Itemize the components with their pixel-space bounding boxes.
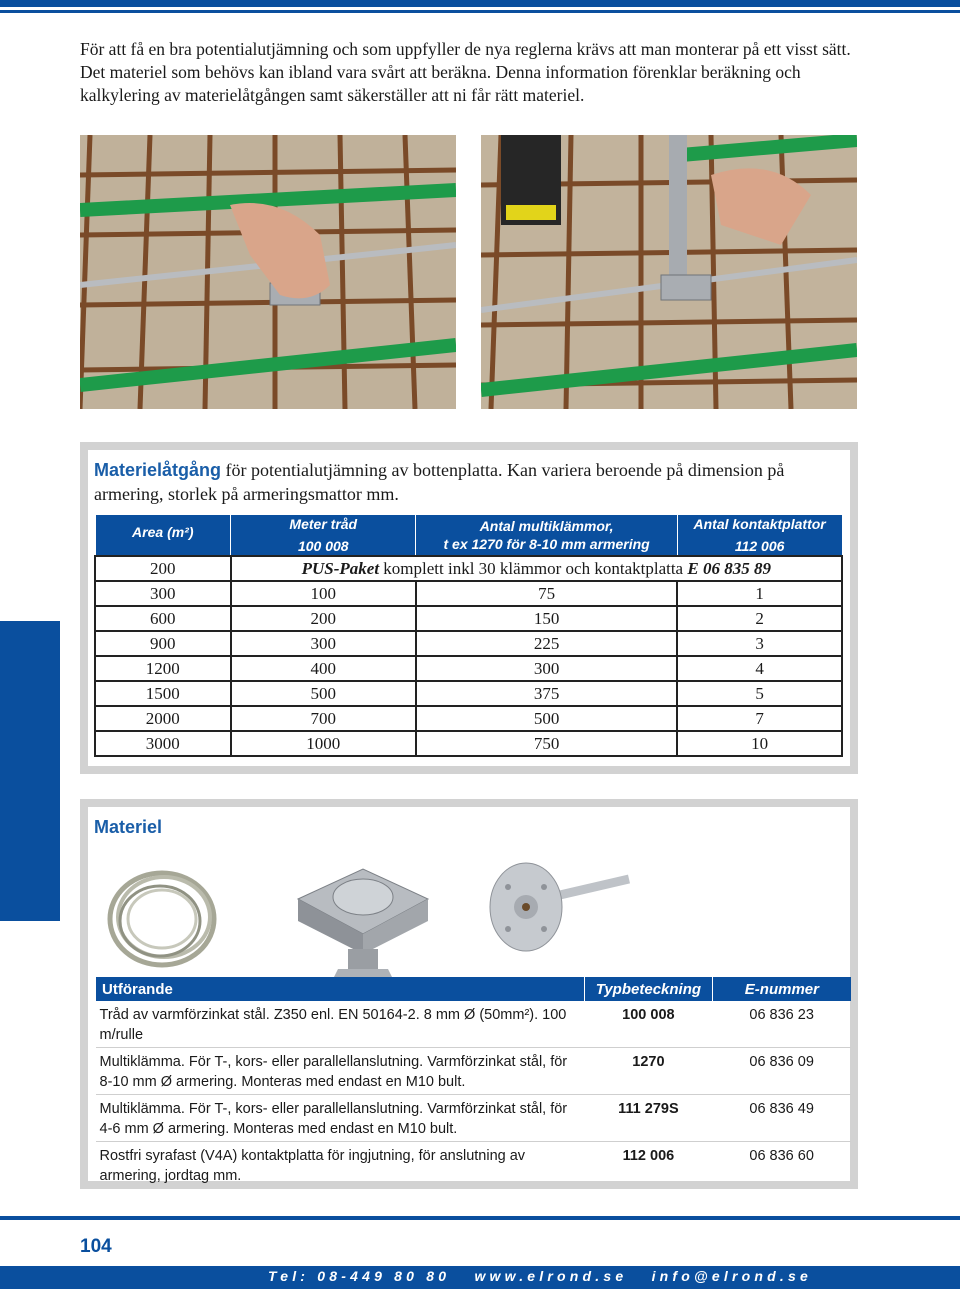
table-row-pus [95,556,842,581]
materiel-table-header [96,977,852,1001]
product-description: Multiklämma. För T-, kors- eller parallellanslutning. Varmförzinkat stål, för 4-6 mm Ø armering. Monteras med endast en M10 bult. [96,1095,585,1142]
materiel-title: Materiel [94,817,163,837]
page-number: 104 [80,1236,112,1257]
materiel-table [95,977,851,1188]
product-type: 112 006 [622,1148,675,1164]
table-row: 1500 500 375 5 [95,681,842,706]
table-row: 600 200 150 2 [95,606,842,631]
table-row [96,1001,852,1048]
product-description: Rostfri syrafast (V4A) kontaktplatta för ingjutning, för anslutning av armering, jordtag mm. [99,1148,526,1184]
pus-description: PUS-Paket komplett inkl 30 klämmor och kontaktplatta E 06 835 89 [231,556,842,581]
materialatgang-text: för potentialutjämning av bottenplatta. Kan variera beroende på dimension på armering, storlek på armeringsmattor mm. [94,460,785,504]
col-meter-trad: Meter tråd 100 008 [231,515,416,557]
product-e-number: 06 836 60 [749,1148,814,1164]
materiel-panel [80,799,858,1189]
top-decor-bar [0,0,960,7]
product-description: Multiklämma. För T-, kors- eller parallellanslutning. Varmförzinkat stål, för 8-10 mm Ø armering. Monteras med endast en M10 bult. [96,1048,585,1095]
footer-contact: Tel: 08-449 80 80 www.elrond.se info@elrond.se [268,1268,812,1284]
table-row [96,1048,852,1095]
table-row: 900 300 225 3 [95,631,842,656]
product-type: 100 008 [584,1001,712,1048]
product-e-number: 06 836 23 [712,1001,851,1048]
col-e-nummer: E-nummer [712,977,851,1001]
materialatgang-highlight: Materielåtgång [94,460,222,480]
materialatgang-heading [94,458,834,506]
multiclamp-image [278,839,448,979]
product-type: 111 279S [584,1095,712,1142]
installation-photo-right [481,135,857,409]
table-row: 1200 400 300 4 [95,656,842,681]
installation-photo-left [80,135,456,409]
top-decor-line [0,10,960,13]
table-row: 3000 1000 750 10 [95,731,842,756]
table-row [96,1095,852,1142]
contact-plate-image [484,839,634,979]
col-typbeteckning: Typbeteckning [584,977,712,1001]
side-tab [0,621,60,921]
quantity-table-header [95,515,842,557]
col-utforande: Utförande [96,977,585,1001]
quantity-table [94,514,843,757]
col-multiklammor: Antal multiklämmor, t ex 1270 för 8-10 mm armering [416,515,677,557]
product-e-number: 06 836 09 [712,1048,851,1095]
table-row: 300 100 75 1 [95,581,842,606]
table-row: 2000 700 500 7 [95,706,842,731]
bottom-decor-line [0,1216,960,1220]
product-e-number: 06 836 49 [712,1095,851,1142]
wire-coil-image [100,839,226,979]
table-row [96,1142,852,1189]
col-area: Area (m²) [95,515,231,557]
materialatgang-panel [80,442,858,774]
product-description: Tråd av varmförzinkat stål. Z350 enl. EN 50164-2. 8 mm Ø (50mm²). 100 m/rulle [96,1001,585,1048]
intro-paragraph: För att få en bra potentialutjämning och som uppfyller de nya reglerna krävs att man monterar på ett visst sätt. Det materiel som behövs kan ibland vara svårt att beräkna. Denna information förenklar beräkning och kalkylering av materielåtgången samt säkerställer att ni får rätt materiel. [80,39,851,105]
pus-area: 200 [95,556,231,581]
product-type: 1270 [584,1048,712,1095]
col-kontaktplattor: Antal kontaktplattor 112 006 [677,515,842,557]
